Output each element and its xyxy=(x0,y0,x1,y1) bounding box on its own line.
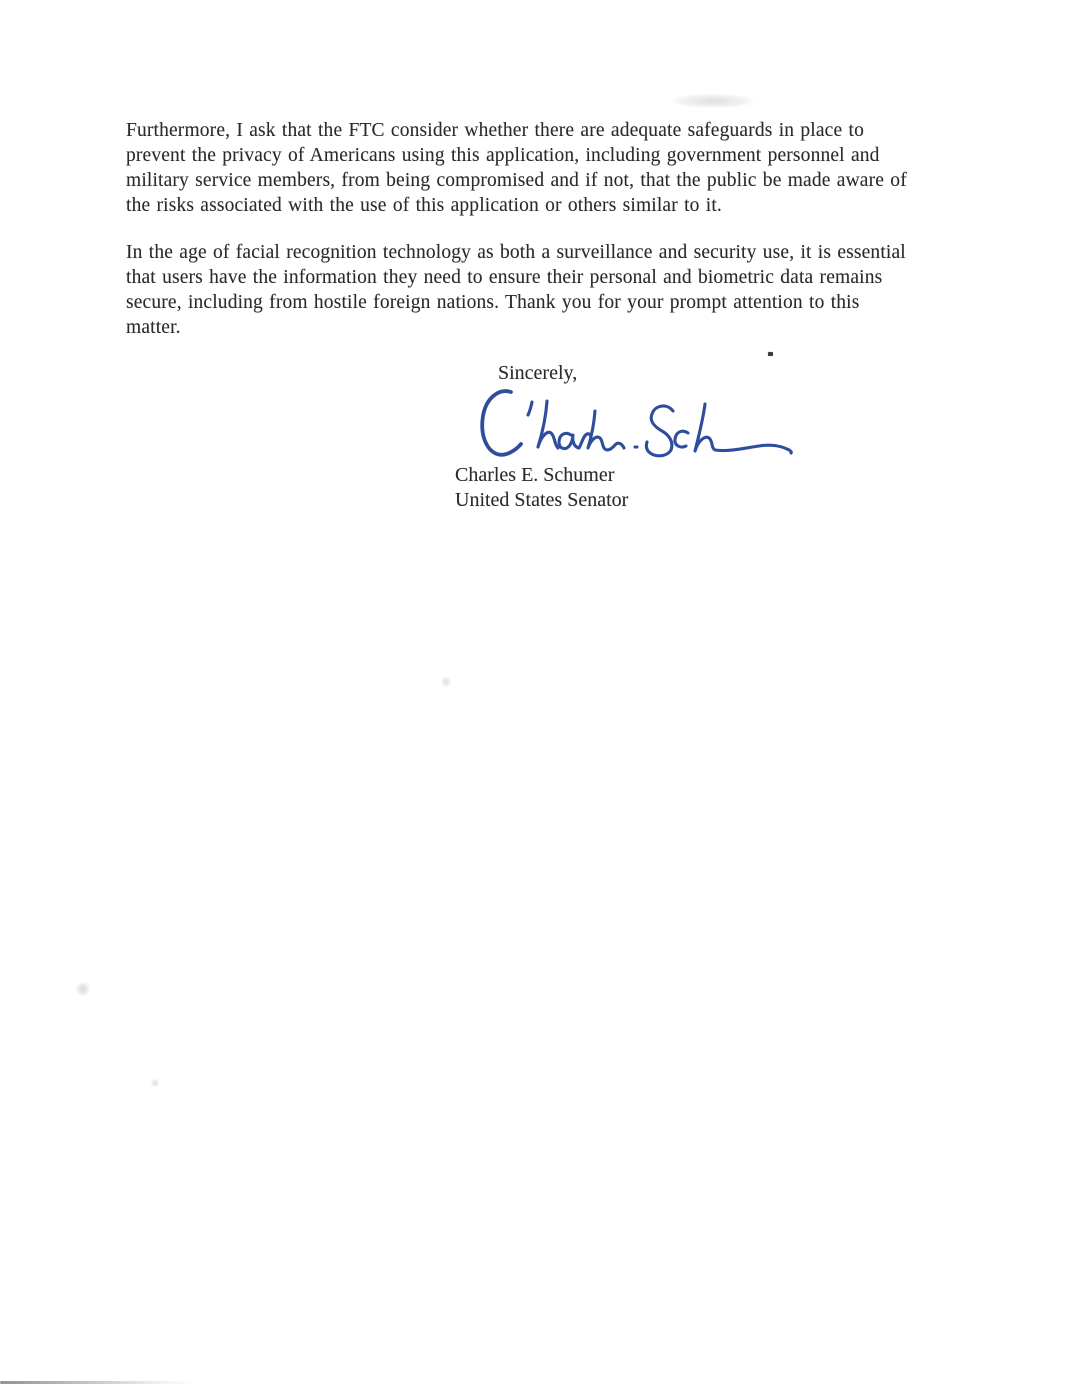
signer-title: United States Senator xyxy=(455,489,629,511)
paragraph-line: that users have the information they need to ensure their personal and biometric data remains xyxy=(126,267,883,288)
signer-name: Charles E. Schumer xyxy=(455,464,615,486)
paragraph-line: matter. xyxy=(126,317,181,338)
signature-image xyxy=(477,386,799,466)
paragraph-line: the risks associated with the use of this application or others similar to it. xyxy=(126,195,722,216)
paragraph-line: Furthermore, I ask that the FTC consider whether there are adequate safeguards in place to xyxy=(126,120,864,141)
paragraph-2 xyxy=(126,240,906,340)
signature-stroke xyxy=(482,391,521,455)
scan-speck xyxy=(440,676,452,688)
signature-block xyxy=(455,463,628,513)
paragraph-1 xyxy=(126,118,907,218)
paragraph-line: In the age of facial recognition technology as both a surveillance and security use, it is essential xyxy=(126,242,906,263)
scan-speck xyxy=(150,1078,160,1088)
paragraph-line: prevent the privacy of Americans using this application, including government personnel and xyxy=(126,145,880,166)
signature-stroke xyxy=(528,401,791,456)
paragraph-line: military service members, from being compromised and if not, that the public be made aware of xyxy=(126,170,907,191)
scan-line-artifact xyxy=(0,1381,196,1384)
scan-smudge xyxy=(672,94,754,108)
scan-speck xyxy=(76,980,90,998)
paragraph-line: secure, including from hostile foreign nations. Thank you for your prompt attention to this xyxy=(126,292,860,313)
ink-dot-artifact xyxy=(768,352,773,356)
closing-salutation: Sincerely, xyxy=(498,362,578,384)
